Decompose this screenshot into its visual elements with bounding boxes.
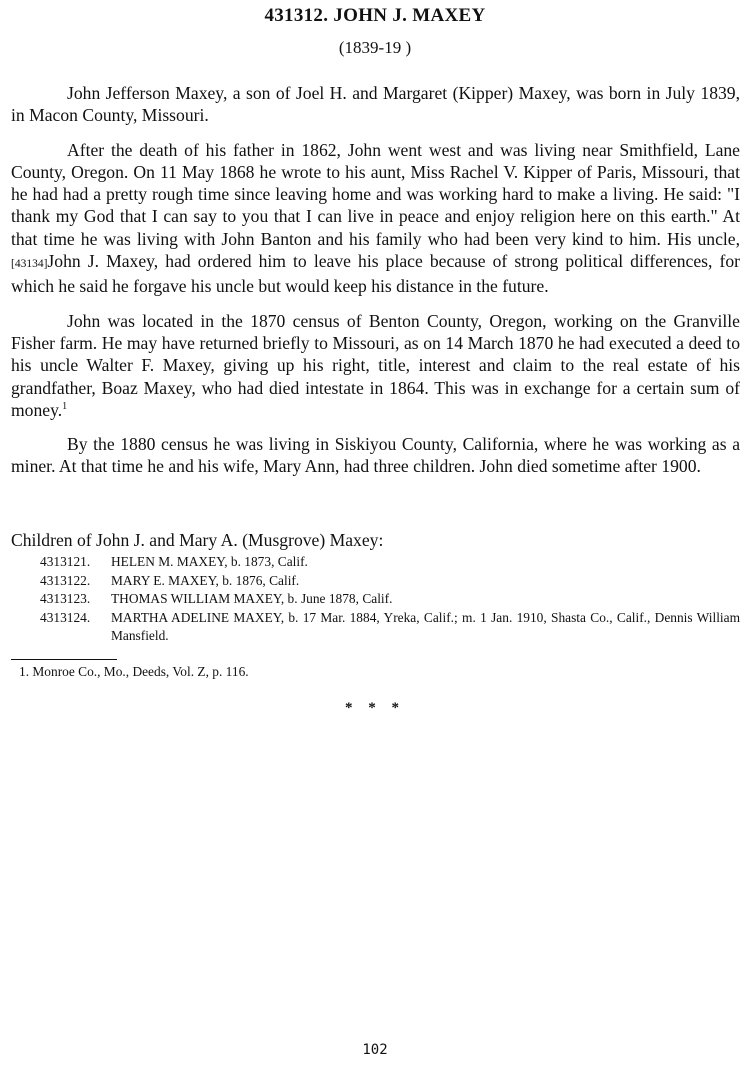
paragraph-2 bbox=[11, 139, 740, 298]
footnote: 1. Monroe Co., Mo., Deeds, Vol. Z, p. 116. bbox=[19, 664, 249, 679]
list-item bbox=[11, 590, 740, 609]
section-separator: * * * bbox=[345, 700, 405, 716]
paragraph-3 bbox=[11, 310, 740, 421]
child-id: 4313124. bbox=[40, 609, 91, 625]
cross-reference: [43134] bbox=[11, 258, 48, 271]
child-text: MARTHA ADELINE MAXEY, b. 17 Mar. 1884, Yreka, Calif.; m. 1 Jan. 1910, Shasta Co., Calif., Dennis William Mansfield. bbox=[111, 609, 740, 644]
page-title: 431312. JOHN J. MAXEY bbox=[264, 5, 486, 26]
child-id: 4313121. bbox=[40, 554, 91, 569]
child-text: THOMAS WILLIAM MAXEY, b. June 1878, Calif. bbox=[111, 591, 393, 607]
list-item bbox=[11, 553, 740, 572]
life-dates: (1839-19 ) bbox=[338, 38, 412, 57]
paragraph-4: By the 1880 census he was living in Siskiyou County, California, where he was working as a miner. At that time he and his wife, Mary Ann, had three children. John died sometime after 1900. bbox=[11, 434, 740, 477]
body-text bbox=[11, 82, 740, 490]
child-id: 4313122. bbox=[40, 572, 91, 588]
children-heading: Children of John J. and Mary A. (Musgrove) Maxey: bbox=[11, 530, 384, 550]
paragraph-2-part-1: After the death of his father in 1862, John went west and was living near Smithfield, Lane County, Oregon. On 11 May 1868 he wrote to his aunt, Miss Rachel V. Kipper of Paris, Missouri, that he had had a pretty rough time since leaving home and was working hard to make a living. He said: "I thank my God that I can say to you that I can live in peace and enjoy religion here on this earth." At that time he was living with John Banton and his family who had been very kind to him. His uncle, bbox=[11, 139, 740, 249]
paragraph-3-text: John was located in the 1870 census of Benton County, Oregon, working on the Granville Fisher farm. He may have returned briefly to Missouri, as on 14 March 1870 he had executed a deed to his uncle Walter F. Maxey, giving up his right, title, interest and claim to the real estate of his grandfather, Boaz Maxey, who had died intestate in 1864. This was in exchange for a certain sum of money. bbox=[11, 310, 740, 420]
paragraph-1: John Jefferson Maxey, a son of Joel H. and Margaret (Kipper) Maxey, was born in July 1839, in Macon County, Missouri. bbox=[11, 83, 740, 126]
page-number: 102 bbox=[362, 1042, 388, 1058]
footnote-divider bbox=[11, 659, 117, 660]
children-section bbox=[11, 530, 740, 646]
list-item bbox=[11, 572, 740, 591]
paragraph-2-part-2: John J. Maxey, had ordered him to leave his place because of strong political differences, for which he said he forgave his uncle but would keep his distance in the future. bbox=[11, 251, 740, 297]
children-list bbox=[11, 553, 740, 646]
child-text: MARY E. MAXEY, b. 1876, Calif. bbox=[111, 572, 300, 588]
child-id: 4313123. bbox=[40, 591, 91, 607]
footnote-marker: 1 bbox=[62, 401, 68, 412]
list-item bbox=[11, 609, 740, 646]
child-text: HELEN M. MAXEY, b. 1873, Calif. bbox=[111, 554, 308, 569]
